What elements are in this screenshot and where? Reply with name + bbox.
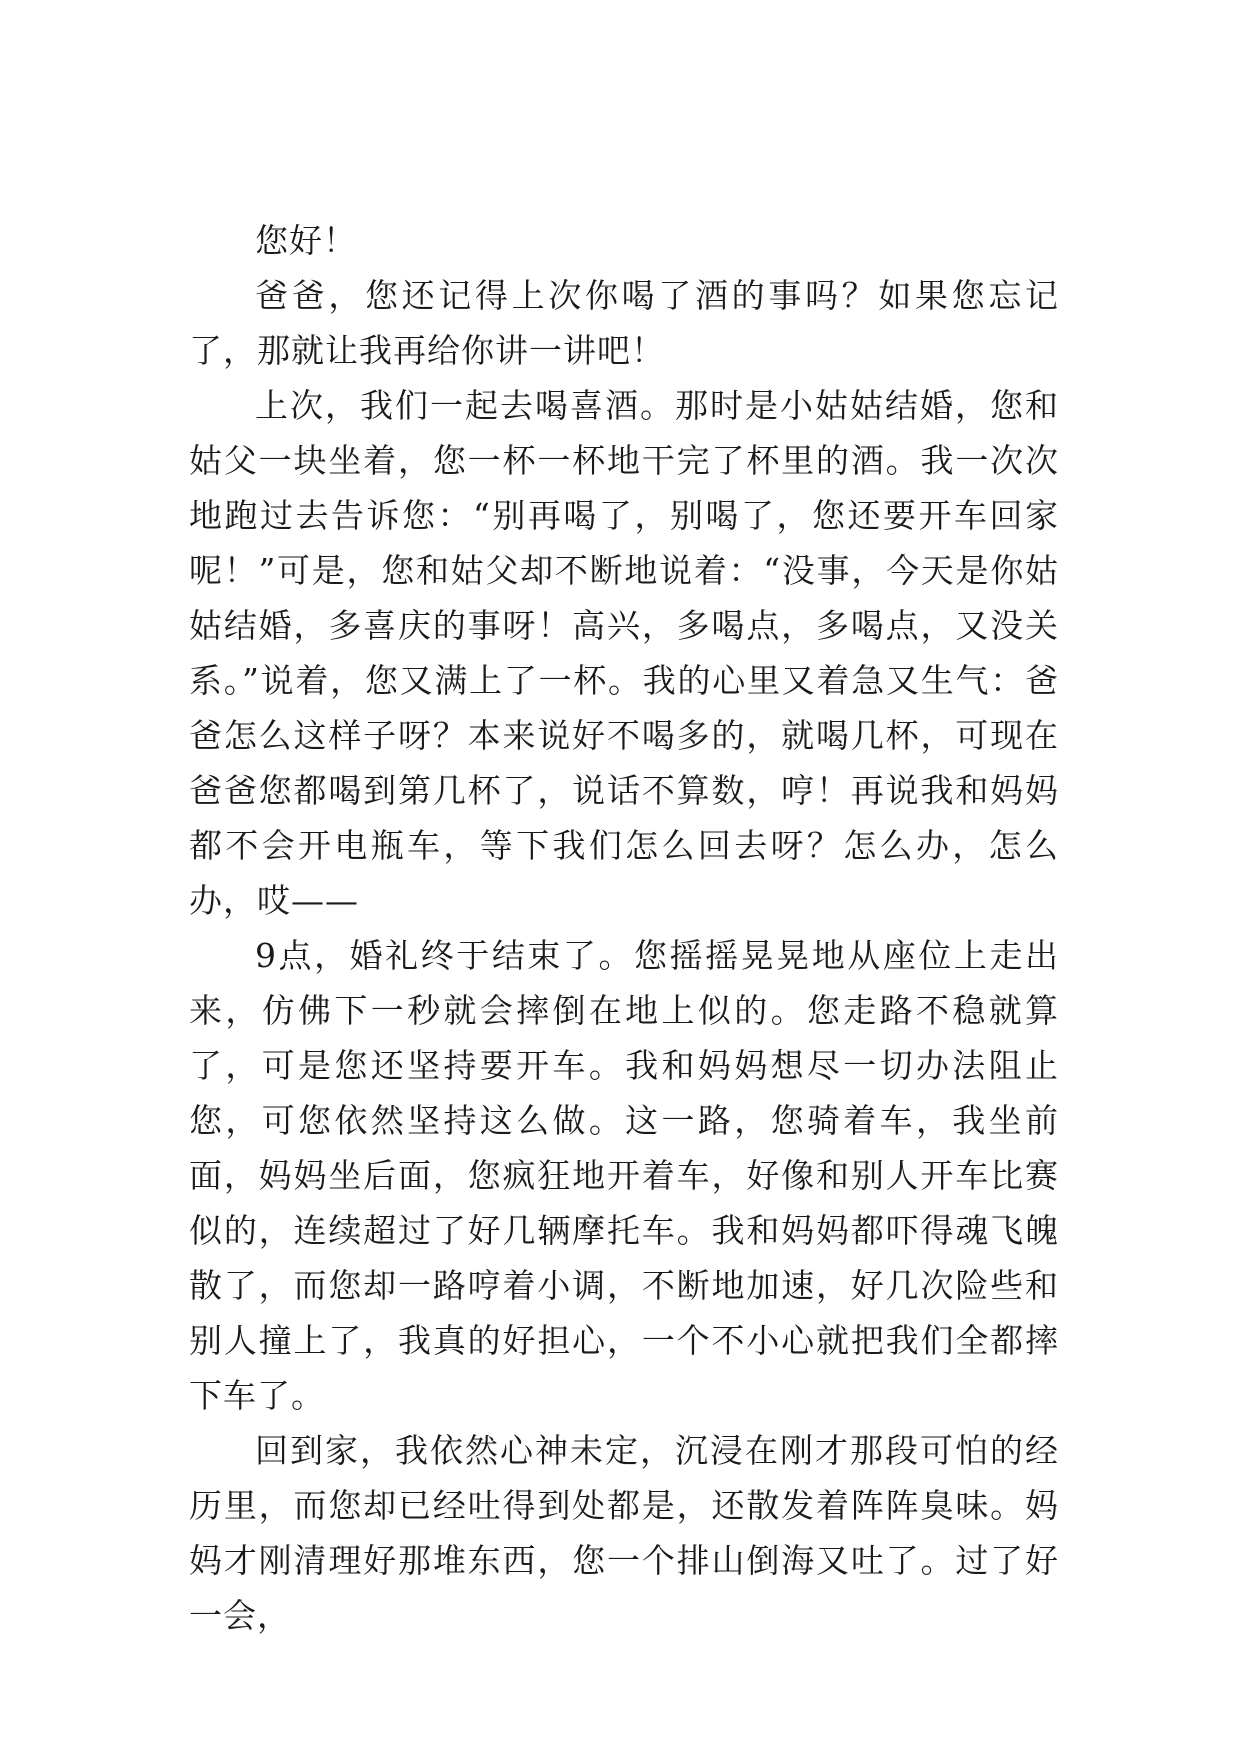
intro-paragraph: 爸爸，您还记得上次你喝了酒的事吗？如果您忘记了，那就让我再给你讲一讲吧！: [189, 276, 1059, 370]
greeting-paragraph: 您好！: [255, 221, 357, 260]
wedding-paragraph: 上次，我们一起去喝喜酒。那时是小姑姑结婚，您和姑父一块坐着，您一杯一杯地干完了杯里的酒。我一次次地跑过去告诉您：“别再喝了，别喝了，您还要开车回家呢！”可是，您和姑父却不断地说着：“没事，今天是你姑姑结婚，多喜庆的事呀！高兴，多喝点，多喝点，又没关系。”说着，您又满上了一杯。我的心里又着急又生气：爸爸怎么这样子呀？本来说好不喝多的，就喝几杯，可现在爸爸您都喝到第几杯了，说话不算数，哼！再说我和妈妈都不会开电瓶车，等下我们怎么回去呀？怎么办，怎么办，哎——: [189, 386, 1059, 920]
letter-body: [189, 213, 1059, 1643]
ride-home-paragraph: 9点，婚礼终于结束了。您摇摇晃晃地从座位上走出来，仿佛下一秒就会摔倒在地上似的。您走路不稳就算了，可是您还坚持要开车。我和妈妈想尽一切办法阻止您，可您依然坚持这么做。这一路，您骑着车，我坐前面，妈妈坐后面，您疯狂地开着车，好像和别人开车比赛似的，连续超过了好几辆摩托车。我和妈妈都吓得魂飞魄散了，而您却一路哼着小调，不断地加速，好几次险些和别人撞上了，我真的好担心，一个不小心就把我们全都摔下车了。: [189, 936, 1059, 1415]
at-home-paragraph: 回到家，我依然心神未定，沉浸在刚才那段可怕的经历里，而您却已经吐得到处都是，还散发着阵阵臭味。妈妈才刚清理好那堆东西，您一个排山倒海又吐了。过了好一会，: [189, 1431, 1059, 1635]
